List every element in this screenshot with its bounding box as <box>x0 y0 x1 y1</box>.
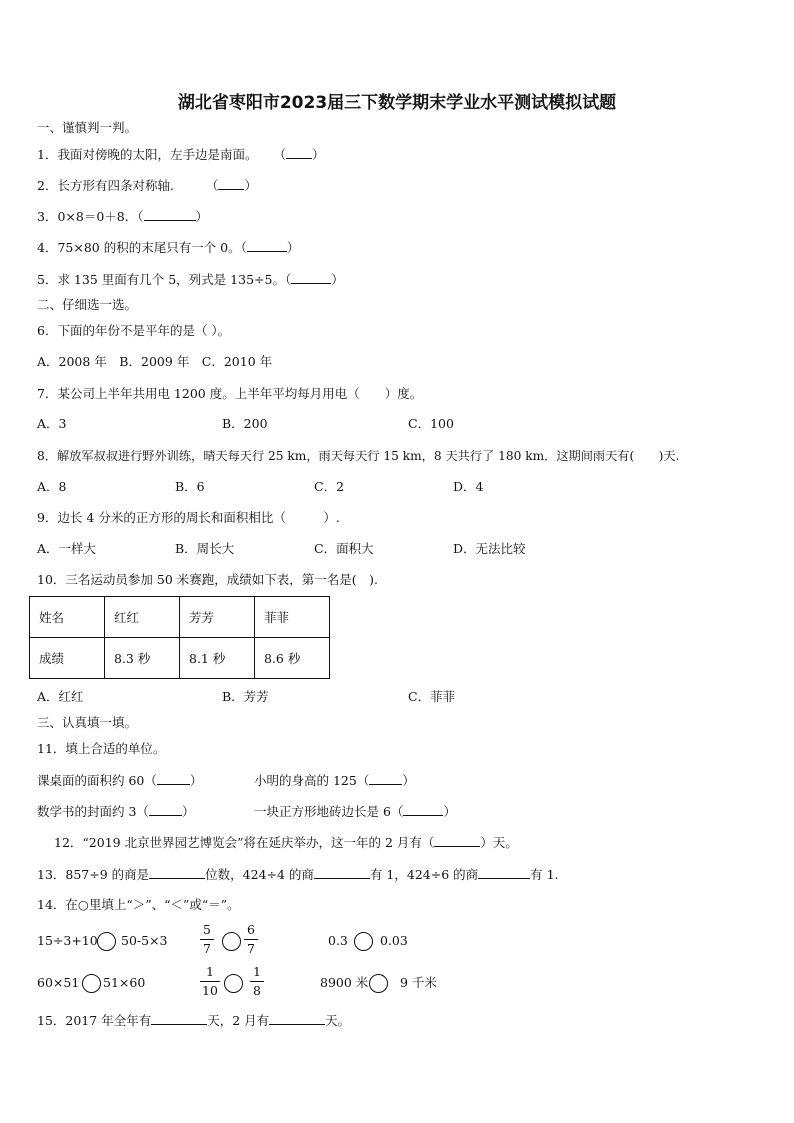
compare-circle[interactable] <box>369 974 388 993</box>
compare-right: 50-5×3 <box>121 933 168 948</box>
answer-blank[interactable] <box>434 834 480 847</box>
compare-circle[interactable] <box>82 974 101 993</box>
table-cell: 红红 <box>105 597 180 638</box>
question-15-part: 天，2 月有 <box>207 1013 270 1028</box>
answer-paren-open: （ <box>273 147 286 162</box>
page-title: 湖北省枣阳市2023届三下数学期末学业水平测试模拟试题 <box>177 93 617 113</box>
fraction <box>244 922 258 957</box>
question-11-item-2 <box>254 772 415 789</box>
compare-circle[interactable] <box>222 932 241 951</box>
answer-blank[interactable] <box>218 177 244 190</box>
question-11: 11．填上合适的单位。 <box>37 741 166 756</box>
answer-blank[interactable] <box>286 146 312 159</box>
option-c[interactable]: C．2 <box>314 479 345 494</box>
option-d[interactable]: D．4 <box>453 479 484 494</box>
item-text: 小明的身高的 125（ <box>254 773 370 788</box>
question-8: 8．解放军叔叔进行野外训练，晴天每天行 25 km，雨天每天行 15 km，8 天共行了 180 km．这期间雨天有( )天. <box>37 449 680 463</box>
question-12-end: ）天。 <box>480 835 518 850</box>
compare-circle[interactable] <box>97 932 116 951</box>
question-15-part: 15．2017 年全年有 <box>37 1013 152 1028</box>
numerator: 6 <box>247 922 255 937</box>
table-row <box>30 638 330 679</box>
compare-left: 8900 米 <box>320 975 369 990</box>
fraction <box>200 922 214 957</box>
question-14: 14．在○里填上“＞”、“＜”或“＝”。 <box>37 897 240 912</box>
question-3-text: 3．0×8＝0＋8．（ <box>37 209 144 224</box>
results-table <box>29 596 330 679</box>
answer-blank[interactable] <box>314 866 370 879</box>
numerator: 1 <box>206 964 214 979</box>
compare-left: 60×51 <box>37 975 80 990</box>
question-6-options: A．2008 年 B．2009 年 C．2010 年 <box>37 354 273 369</box>
section-fill-heading: 三、认真填一填。 <box>37 715 138 730</box>
question-13-part: 位数，424÷4 的商 <box>205 867 314 882</box>
table-cell: 成绩 <box>30 638 105 679</box>
question-13 <box>37 866 559 883</box>
option-a[interactable]: A．红红 <box>37 689 84 704</box>
answer-paren-close: ） <box>189 773 203 788</box>
question-4-text: 4．75×80 的积的末尾只有一个 0。（ <box>37 240 247 255</box>
option-a[interactable]: A．一样大 <box>37 541 97 556</box>
question-11-item-1 <box>37 772 202 789</box>
question-15 <box>37 1012 350 1029</box>
option-a[interactable]: A．3 <box>37 416 67 431</box>
question-5 <box>37 271 344 288</box>
answer-paren-close: ） <box>195 209 209 224</box>
answer-paren-open: （ <box>205 178 219 193</box>
fraction <box>200 964 220 999</box>
question-6: 6．下面的年份不是平年的是（ ）。 <box>37 323 231 338</box>
question-1 <box>37 146 324 163</box>
compare-left: 15÷3+10 <box>37 933 98 948</box>
denominator: 10 <box>202 983 218 998</box>
answer-blank[interactable] <box>151 1012 207 1025</box>
denominator: 8 <box>253 983 261 998</box>
answer-blank[interactable] <box>291 271 331 284</box>
answer-blank[interactable] <box>369 772 402 785</box>
question-3 <box>37 208 208 225</box>
compare-right: 9 千米 <box>400 975 437 990</box>
question-1-text: 1．我面对傍晚的太阳，左手边是南面。 <box>37 147 258 162</box>
question-11-item-4 <box>254 803 456 820</box>
question-9: 9．边长 4 分米的正方形的周长和面积相比（ ）. <box>37 510 340 525</box>
item-text: 数学书的封面约 3（ <box>37 804 149 819</box>
question-4 <box>37 239 299 256</box>
table-cell: 8.1 秒 <box>180 638 255 679</box>
table-row <box>30 597 330 638</box>
answer-blank[interactable] <box>144 208 196 221</box>
section-judge-heading: 一、谨慎判一判。 <box>37 120 138 135</box>
answer-blank[interactable] <box>403 803 443 816</box>
answer-blank[interactable] <box>478 866 530 879</box>
question-10: 10．三名运动员参加 50 米赛跑，成绩如下表，第一名是( ). <box>37 572 378 587</box>
question-11-item-3 <box>37 803 194 820</box>
table-cell: 8.3 秒 <box>105 638 180 679</box>
compare-circle[interactable] <box>224 974 243 993</box>
answer-paren-close: ） <box>244 178 257 193</box>
compare-circle[interactable] <box>354 932 373 951</box>
option-d[interactable]: D．无法比较 <box>453 541 526 556</box>
table-cell: 姓名 <box>30 597 105 638</box>
answer-blank[interactable] <box>247 239 287 252</box>
question-15-part: 天。 <box>325 1013 351 1028</box>
option-b[interactable]: B．周长大 <box>175 541 235 556</box>
question-13-part: 13．857÷9 的商是 <box>37 867 150 882</box>
compare-left: 0.3 <box>328 933 348 948</box>
item-text: 课桌面的面积约 60（ <box>37 773 157 788</box>
numerator: 1 <box>253 964 261 979</box>
answer-blank[interactable] <box>269 1012 325 1025</box>
question-13-part: 有 1，424÷6 的商 <box>369 867 479 882</box>
answer-paren-close: ） <box>311 147 325 162</box>
option-c[interactable]: C．面积大 <box>314 541 374 556</box>
option-b[interactable]: B．芳芳 <box>222 689 269 704</box>
option-c[interactable]: C．100 <box>408 416 454 431</box>
question-12 <box>54 834 518 851</box>
answer-paren-close: ） <box>286 240 300 255</box>
table-cell: 芳芳 <box>180 597 255 638</box>
section-choice-heading: 二、仔细选一选。 <box>37 297 138 312</box>
numerator: 5 <box>203 922 211 937</box>
answer-blank[interactable] <box>149 866 205 879</box>
option-a[interactable]: A．8 <box>37 479 67 494</box>
question-13-part: 有 1. <box>530 867 559 882</box>
question-12-text: 12．“2019 北京世界园艺博览会”将在延庆举办，这一年的 2 月有（ <box>54 835 435 850</box>
denominator: 7 <box>203 941 211 956</box>
denominator: 7 <box>247 941 255 956</box>
compare-right: 51×60 <box>103 975 146 990</box>
question-5-text: 5．求 135 里面有几个 5，列式是 135÷5。（ <box>37 272 292 287</box>
answer-paren-close: ） <box>402 773 415 788</box>
table-cell: 8.6 秒 <box>255 638 330 679</box>
answer-blank[interactable] <box>157 772 190 785</box>
question-7: 7．某公司上半年共用电 1200 度。上半年平均每月用电（ ）度。 <box>37 386 423 401</box>
fraction <box>250 964 264 999</box>
compare-right: 0.03 <box>380 933 408 948</box>
answer-paren-close: ） <box>181 804 195 819</box>
question-2 <box>37 177 257 194</box>
option-b[interactable]: B．200 <box>222 416 268 431</box>
question-2-text: 2．长方形有四条对称轴. <box>37 178 174 193</box>
answer-paren-close: ） <box>331 272 344 287</box>
option-c[interactable]: C．菲菲 <box>408 689 456 704</box>
table-cell: 菲菲 <box>255 597 330 638</box>
answer-blank[interactable] <box>149 803 182 816</box>
option-b[interactable]: B．6 <box>175 479 205 494</box>
item-text: 一块正方形地砖边长是 6（ <box>254 804 404 819</box>
answer-paren-close: ） <box>443 804 456 819</box>
